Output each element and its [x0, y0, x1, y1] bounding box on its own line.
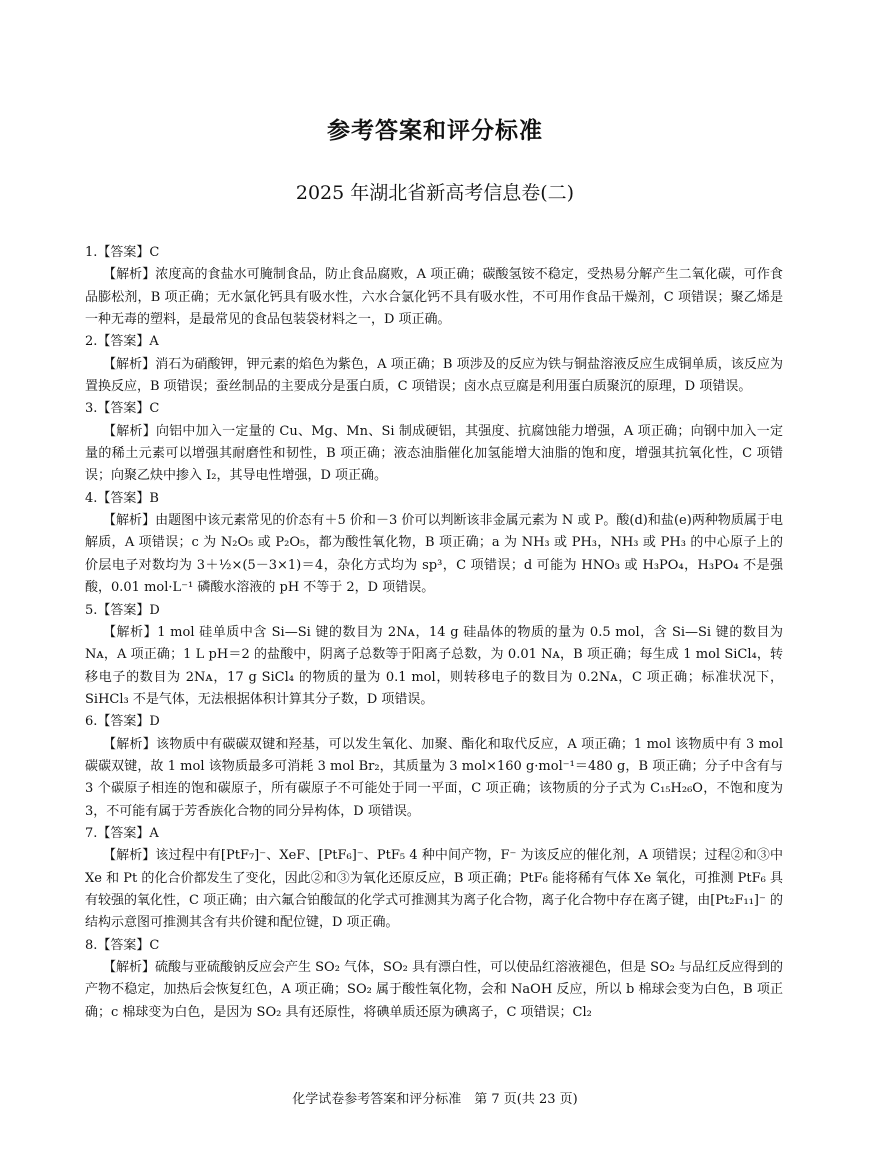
question-item-6	[85, 711, 783, 823]
answer-list	[85, 242, 783, 1024]
answer-line: 7.【答案】A	[85, 825, 159, 841]
explanation-text: 【解析】硫酸与亚硫酸钠反应会产生 SO₂ 气体，SO₂ 具有漂白性，可以使品红溶液褪色，但是 SO₂ 与品红反应得到的产物不稳定，加热后会恢复红色，A 项正确；SO₂ 属于酸性氧化物，会和 NaOH 反应，所以 b 棉球会变为白色，B 项正确；c 棉球变为白色，是因为 SO₂ 具有还原性，将碘单质还原为碘离子，C 项错误；Cl₂	[85, 960, 783, 1020]
explanation-text: 【解析】向铝中加入一定量的 Cu、Mg、Mn、Si 制成硬铝，其强度、抗腐蚀能力增强，A 项正确；向钢中加入一定量的稀土元素可以增强其耐磨性和韧性，B 项正确；液态油脂催化加氢能增大油脂的饱和度，增强其抗氧化性，C 项错误；向聚乙炔中掺入 I₂，其导电性增强，D 项正确。	[85, 423, 783, 484]
explanation-text: 【解析】1 mol 硅单质中含 Si—Si 键的数目为 2Nᴀ，14 g 硅晶体的物质的量为 0.5 mol，含 Si—Si 键的数目为 Nᴀ，A 项正确；1 L pH＝2 的盐酸中，阴离子总数等于阳离子总数，为 0.01 Nᴀ，B 项正确；每生成 1 mol SiCl₄，转移电子的数目为 2Nᴀ，17 g SiCl₄ 的物质的量为 0.1 mol，则转移电子的数目为 0.2Nᴀ，C 项正确；标准状况下，SiHCl₃ 不是气体，无法根据体积计算其分子数，D 项错误。	[85, 624, 783, 707]
exam-subtitle: 2025 年湖北省新高考信息卷(二)	[295, 182, 575, 204]
answer-line: 4.【答案】B	[85, 490, 159, 506]
explanation-text: 【解析】该物质中有碳碳双键和羟基，可以发生氧化、加聚、酯化和取代反应，A 项正确；1 mol 该物质中有 3 mol 碳碳双键，故 1 mol 该物质最多可消耗 3 mol Br₂，其质量为 3 mol×160 g·mol⁻¹＝480 g，B 项正确；分子中含有与 3 个碳原子相连的饱和碳原子，所有碳原子不可能处于同一平面，C 项正确；该物质的分子式为 C₁₅H₂₆O，不饱和度为 3，不可能有属于芳香族化合物的同分异构体，D 项错误。	[85, 736, 783, 819]
question-item-8	[85, 935, 783, 1024]
answer-line: 2.【答案】A	[85, 334, 159, 350]
explanation-text: 【解析】该过程中有[PtF₇]⁻、XeF、[PtF₆]⁻、PtF₅ 4 种中间产物，F⁻ 为该反应的催化剂，A 项错误；过程②和③中 Xe 和 Pt 的化合价都发生了变化，因此②和③为氧化还原反应，B 项正确；PtF₆ 能将稀有气体 Xe 氧化，可推测 PtF₆ 具有较强的氧化性，C 项正确；由六氟合铂酸氙的化学式可推测其为离子化合物，离子化合物中存在离子键，由[Pt₂F₁₁]⁻ 的结构示意图可推测其含有共价键和配位键，D 项正确。	[85, 848, 783, 931]
page-footer: 化学试卷参考答案和评分标准 第 7 页(共 23 页)	[292, 1092, 578, 1107]
question-item-3	[85, 398, 783, 487]
explanation-text: 【解析】浓度高的食盐水可腌制食品，防止食品腐败，A 项正确；碳酸氢铵不稳定，受热易分解产生二氧化碳，可作食品膨松剂，B 项正确；无水氯化钙具有吸水性，六水合氯化钙不具有吸水性，不可用作食品干燥剂，C 项错误；聚乙烯是一种无毒的塑料，是最常见的食品包装袋材料之一，D 项正确。	[85, 267, 783, 328]
answer-line: 8.【答案】C	[85, 937, 160, 953]
question-item-2	[85, 331, 783, 398]
explanation-text: 【解析】由题图中该元素常见的价态有＋5 价和－3 价可以判断该非金属元素为 N 或 P。酸(d)和盐(e)两种物质属于电解质，A 项错误；c 为 N₂O₅ 或 P₂O₅，都为酸性氧化物，B 项正确；a 为 NH₃ 或 PH₃，NH₃ 或 PH₃ 的中心原子上的价层电子对数均为 3＋½×(5－3×1)＝4，杂化方式均为 sp³，C 项错误；d 可能为 HNO₃ 或 H₃PO₄，H₃PO₄ 不是强酸，0.01 mol·L⁻¹ 磷酸水溶液的 pH 不等于 2，D 项错误。	[85, 513, 783, 596]
question-item-7	[85, 823, 783, 935]
explanation-text: 【解析】消石为硝酸钾，钾元素的焰色为紫色，A 项正确；B 项涉及的反应为铁与铜盐溶液反应生成铜单质，该反应为置换反应，B 项错误；蚕丝制品的主要成分是蛋白质，C 项错误；卤水点豆腐是利用蛋白质聚沉的原理，D 项错误。	[85, 356, 783, 395]
answer-line: 5.【答案】D	[85, 602, 160, 618]
answer-line: 6.【答案】D	[85, 714, 160, 730]
answer-line: 3.【答案】C	[85, 401, 160, 417]
question-item-4	[85, 488, 783, 600]
page-title: 参考答案和评分标准	[327, 118, 543, 144]
question-item-1	[85, 242, 783, 331]
answer-line: 1.【答案】C	[85, 245, 160, 260]
question-item-5	[85, 600, 783, 712]
